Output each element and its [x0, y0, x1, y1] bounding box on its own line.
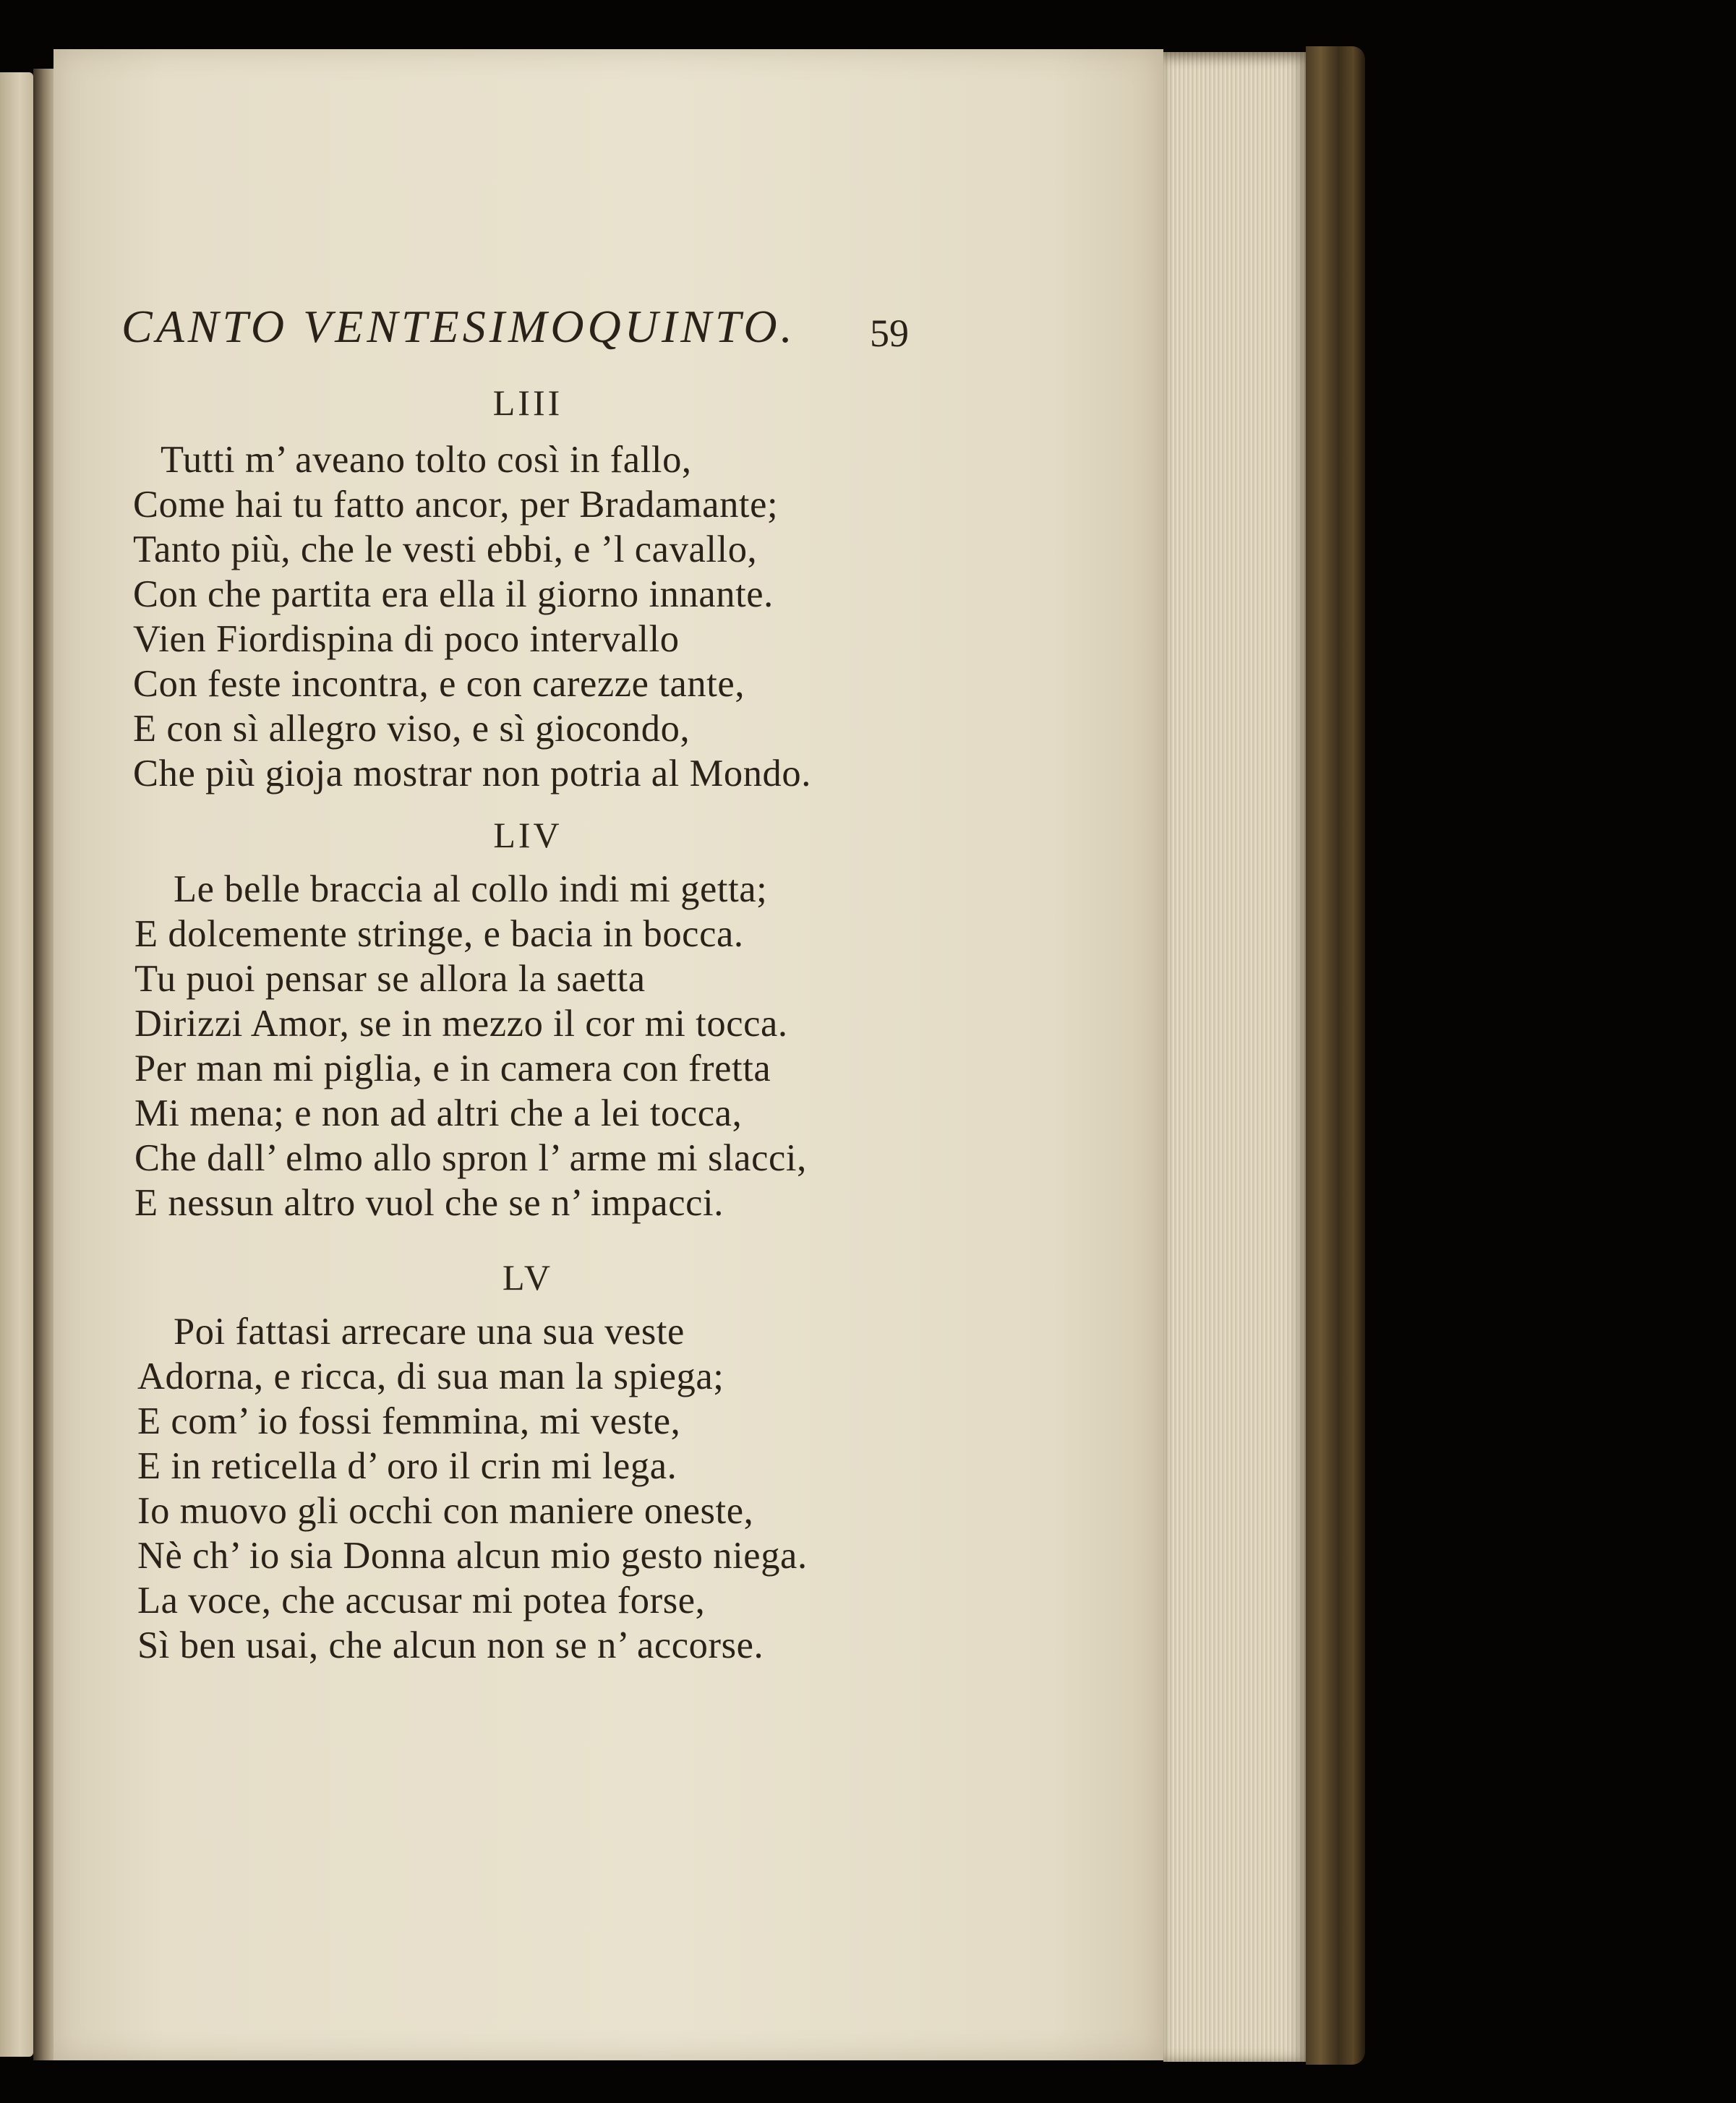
stanza-number: LIV — [493, 815, 563, 855]
verse-line: Tanto più, che le vesti ebbi, e ’l cavallo, — [133, 528, 758, 570]
verse-line: Dirizzi Amor, se in mezzo il cor mi tocca. — [134, 1003, 788, 1045]
verse-line: Le belle braccia al collo indi mi getta; — [174, 868, 768, 910]
verse-line: E con sì allegro viso, e sì giocondo, — [133, 708, 690, 750]
verse-line: E com’ io fossi femmina, mi veste, — [137, 1400, 681, 1442]
verse-line: E in reticella d’ oro il crin mi lega. — [137, 1445, 677, 1487]
verse-line: Che dall’ elmo allo spron l’ arme mi slacci, — [134, 1137, 807, 1179]
verse-line: E nessun altro vuol che se n’ impacci. — [134, 1182, 724, 1224]
verse-line: Nè ch’ io sia Donna alcun mio gesto niega. — [137, 1535, 808, 1577]
verse-line: Che più gioja mostrar non potria al Mondo. — [133, 753, 811, 794]
verse-line: Tutti m’ aveano tolto così in fallo, — [161, 439, 692, 481]
verse-line: La voce, che accusar mi potea forse, — [137, 1580, 706, 1622]
verse-line: Vien Fiordispina di poco intervallo — [133, 618, 680, 660]
verse-line: Con che partita era ella il giorno innante. — [133, 573, 774, 615]
verse-line: E dolcemente stringe, e bacia in bocca. — [134, 913, 744, 955]
stanza-number: LV — [502, 1257, 554, 1298]
running-head-title: CANTO VENTESIMOQUINTO. — [121, 301, 796, 352]
page-number: 59 — [870, 312, 909, 355]
verse-line: Con feste incontra, e con carezze tante, — [133, 663, 745, 705]
verse-line: Per man mi piglia, e in camera con fretta — [134, 1048, 771, 1089]
verse-line: Io muovo gli occhi con maniere oneste, — [137, 1490, 754, 1532]
verse-line: Tu puoi pensar se allora la saetta — [134, 958, 646, 1000]
verse-line: Poi fattasi arrecare una sua veste — [174, 1311, 685, 1353]
verse-line: Mi mena; e non ad altri che a lei tocca, — [134, 1092, 743, 1134]
verse-line: Sì ben usai, che alcun non se n’ accorse. — [137, 1624, 764, 1666]
verse-line: Adorna, e ricca, di sua man la spiega; — [137, 1355, 724, 1397]
verse-line: Come hai tu fatto ancor, per Bradamante; — [133, 484, 779, 526]
stanza-number: LIII — [492, 382, 563, 423]
